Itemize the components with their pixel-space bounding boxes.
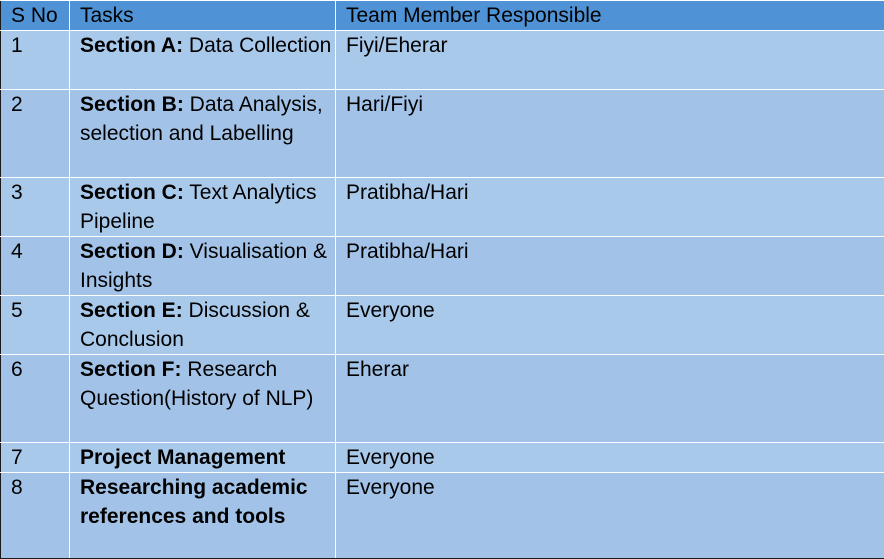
row-sno: 2 <box>1 90 70 178</box>
table-header-row <box>1 1 884 31</box>
row-task <box>70 178 336 237</box>
table-row <box>1 31 884 90</box>
row-member: Everyone <box>336 473 884 559</box>
table-row <box>1 355 884 443</box>
row-task <box>70 296 336 355</box>
task-title: Researching academic references and tools <box>80 476 308 528</box>
table-row <box>1 473 884 559</box>
header-tasks: Tasks <box>70 1 336 31</box>
row-member: Everyone <box>336 443 884 473</box>
row-sno: 6 <box>1 355 70 443</box>
row-sno: 4 <box>1 237 70 296</box>
row-member: Eherar <box>336 355 884 443</box>
table-row <box>1 296 884 355</box>
task-description: Data Analysis, selection and Labelling <box>80 93 323 145</box>
task-title: Section E: <box>80 299 183 322</box>
row-member: Pratibha/Hari <box>336 178 884 237</box>
header-sno: S No <box>1 1 70 31</box>
row-task <box>70 355 336 443</box>
table-row <box>1 90 884 178</box>
row-task <box>70 237 336 296</box>
table-row <box>1 237 884 296</box>
row-sno: 8 <box>1 473 70 559</box>
task-title: Section C: <box>80 181 184 204</box>
row-member: Fiyi/Eherar <box>336 31 884 90</box>
task-description: Research Question(History of NLP) <box>80 358 313 410</box>
row-task <box>70 443 336 473</box>
row-sno: 1 <box>1 31 70 90</box>
row-task <box>70 90 336 178</box>
row-sno: 5 <box>1 296 70 355</box>
table-row <box>1 443 884 473</box>
task-description: Text Analytics Pipeline <box>80 181 317 233</box>
task-title: Project Management <box>80 446 285 469</box>
header-team-member: Team Member Responsible <box>336 1 884 31</box>
row-member: Hari/Fiyi <box>336 90 884 178</box>
task-title: Section B: <box>80 93 184 116</box>
task-description: Data Collection <box>183 34 331 57</box>
task-description: Visualisation & Insights <box>80 240 327 292</box>
task-title: Section A: <box>80 34 183 57</box>
task-title: Section F: <box>80 358 182 381</box>
row-member: Pratibha/Hari <box>336 237 884 296</box>
table-row <box>1 178 884 237</box>
task-description: Discussion & Conclusion <box>80 299 310 351</box>
row-sno: 7 <box>1 443 70 473</box>
row-task <box>70 473 336 559</box>
row-task <box>70 31 336 90</box>
row-member: Everyone <box>336 296 884 355</box>
task-title: Section D: <box>80 240 184 263</box>
row-sno: 3 <box>1 178 70 237</box>
